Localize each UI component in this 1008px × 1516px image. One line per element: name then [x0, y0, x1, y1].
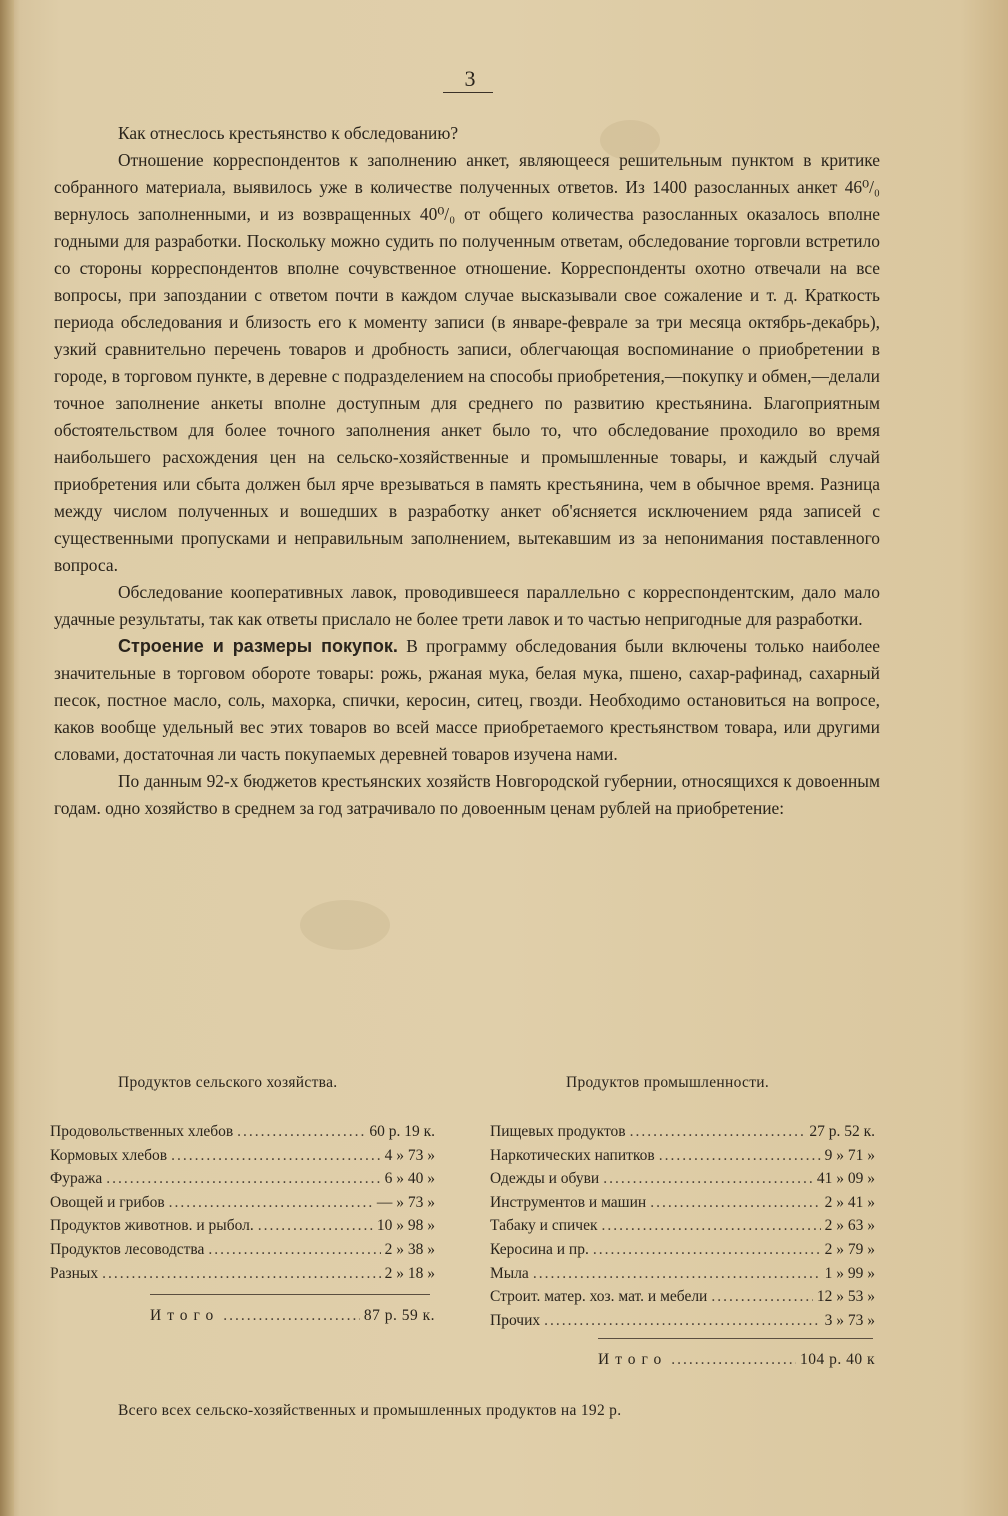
paragraph-question: Как отнеслось крестьянство к обследованию? — [118, 123, 459, 143]
leader-dots — [258, 1214, 373, 1238]
agri-row-value: 60 р. 19 к. — [369, 1123, 435, 1140]
industry-row-value: 9 » 71 » — [824, 1146, 875, 1164]
agri-total-rule — [150, 1294, 430, 1295]
industry-row — [490, 1144, 875, 1168]
leader-dots — [711, 1285, 813, 1309]
leader-dots — [237, 1120, 365, 1144]
industry-row-label: Строит. матер. хоз. мат. и мебели — [490, 1288, 708, 1306]
page-number: 3 — [464, 66, 476, 91]
leader-dots — [544, 1309, 820, 1333]
leader-dots — [106, 1167, 380, 1191]
paper-stain — [300, 900, 390, 950]
industry-row — [490, 1238, 875, 1262]
page-number-rule — [443, 92, 493, 93]
leader-dots — [659, 1144, 821, 1168]
industry-row-value: 1 » 99 » — [824, 1264, 875, 1282]
industry-row-value: 41 » 09 » — [816, 1170, 875, 1188]
leader-dots — [171, 1144, 381, 1168]
agri-total-value: 87 р. 59 к. — [363, 1307, 435, 1324]
leader-dots — [223, 1304, 360, 1328]
agri-total-label: Итого — [150, 1307, 220, 1324]
agri-row-value: 10 » 98 » — [376, 1217, 435, 1235]
leader-dots — [650, 1191, 820, 1215]
industry-row — [490, 1167, 875, 1191]
industry-row — [490, 1120, 875, 1144]
agri-row-label: Фуража — [50, 1170, 103, 1188]
agri-row-label: Продуктов животнов. и рыбол. — [50, 1217, 254, 1235]
leader-dots — [630, 1120, 806, 1144]
industry-row-value: 2 » 41 » — [824, 1193, 875, 1211]
leader-dots — [102, 1262, 381, 1286]
leader-dots — [602, 1214, 821, 1238]
agri-row-label: Продовольственных хлебов — [50, 1123, 234, 1140]
agri-row — [50, 1120, 435, 1144]
section-heading: Строение и размеры покупок. — [118, 636, 398, 656]
agri-total-row — [150, 1304, 435, 1328]
industry-table-title: Продуктов промышленности. — [566, 1074, 770, 1091]
leader-dots — [208, 1238, 380, 1262]
agri-row — [50, 1144, 435, 1168]
agri-row — [50, 1214, 435, 1238]
industry-row-label: Одежды и обуви — [490, 1170, 600, 1188]
leader-dots — [533, 1262, 821, 1286]
industry-row-value: 2 » 63 » — [824, 1217, 875, 1235]
industry-row — [490, 1214, 875, 1238]
industry-row — [490, 1285, 875, 1309]
industry-table — [490, 1120, 875, 1332]
industry-row-label: Наркотических напитков — [490, 1146, 655, 1164]
industry-row-value: 27 р. 52 к. — [809, 1123, 875, 1140]
industry-total-label: Итого — [598, 1351, 668, 1368]
paragraph-budgets: По данным 92-х бюджетов крестьянских хозяйств Новгородской губернии, относящихся к довоенным годам. одно хозяйство в среднем за год затрачивало по довоенным ценам рублей на приобретение: — [54, 771, 880, 818]
industry-total-value: 104 р. 40 к — [799, 1351, 875, 1368]
industry-row — [490, 1262, 875, 1286]
industry-row-value: 2 » 79 » — [824, 1240, 875, 1258]
industry-row-label: Табаку и спичек — [490, 1217, 598, 1235]
agri-row-label: Продуктов лесоводства — [50, 1240, 205, 1258]
agri-row-value: 6 » 40 » — [384, 1170, 435, 1188]
industry-row-label: Пищевых продуктов — [490, 1123, 626, 1140]
industry-row-label: Мыла — [490, 1264, 529, 1282]
agri-row-value: 2 » 18 » — [384, 1264, 435, 1282]
industry-total-row — [598, 1348, 875, 1372]
page-edge-shadow — [0, 0, 14, 1516]
leader-dots — [671, 1348, 796, 1372]
paragraph-correspondents: Отношение корреспондентов к заполнению анкет, являющееся решительным пунктом в критике собранного материала, выявилось уже в количестве полученных ответов. Из 1400 разосланных анкет 46⁰/₀ вернулось заполненными, и из возвращенных 40⁰/₀ от общего количества разосланных оказалось вполне годными для разработки. Поскольку можно судить по полученным ответам, обследование торговли встретило со стороны корреспондентов вполне сочувственное отношение. Корреспонденты охотно отвечали на все вопросы, при запоздании с ответом почти в каждом случае высказывали свое сожаление и т. д. Краткость периода обследования и близость его к моменту записи (в январе-феврале за три месяца октябрь-декабрь), узкий сравнительно перечень товаров и дробность записи, облегчающая воспоминание о приобретении в городе, в торговом пункте, в деревне с подразделением на способы приобретения,—покупку и обмен,—делали точное заполнение анкеты вполне доступным для среднего по развитию крестьянина. Благоприятным обстоятельством для более точного заполнения анкет было то, что обследование проходило во время наибольшего расхождения цен на сельско-хозяйственные и промышленные товары, и каждый случай приобретения или сбыта должен был ярче врезываться в память крестьянина, чем в обычное время. Разница между числом полученных и вошедших в разработку анкет об'ясняется исключением ряда записей с существенными пропусками и неправильным заполнением, вытекавшим из за непонимания поставленного вопроса. — [54, 150, 880, 575]
agri-row-value: — » 73 » — [376, 1193, 435, 1211]
grand-total: Всего всех сельско-хозяйственных и промышленных продуктов на 192 р. — [118, 1402, 622, 1419]
body-text — [54, 120, 880, 822]
industry-total — [598, 1348, 875, 1372]
agri-row — [50, 1238, 435, 1262]
section-text: В программу обследования были включены только наиболее значительные в торговом обороте товары: рожь, ржаная мука, белая мука, пшено, сахар-рафинад, сахарный песок, постное масло, соль, махорка, спички, керосин, ситец, гвозди. Необходимо остановиться на вопросе, каков вообще удельный вес этих товаров во всей массе приобретаемого крестьянством товара, или другими словами, достаточная ли часть покупаемых деревней товаров изучена нами. — [54, 636, 880, 764]
agri-row — [50, 1167, 435, 1191]
industry-row-value: 3 » 73 » — [824, 1311, 875, 1329]
industry-total-rule — [598, 1338, 873, 1339]
agri-row-label: Кормовых хлебов — [50, 1146, 168, 1164]
agri-table — [50, 1120, 435, 1285]
agri-row — [50, 1191, 435, 1215]
agri-total — [150, 1304, 435, 1328]
leader-dots — [593, 1238, 821, 1262]
agri-row-value: 2 » 38 » — [384, 1240, 435, 1258]
agri-table-title: Продуктов сельского хозяйства. — [118, 1074, 338, 1091]
leader-dots — [603, 1167, 813, 1191]
industry-row-value: 12 » 53 » — [816, 1288, 875, 1306]
industry-row — [490, 1191, 875, 1215]
paragraph-cooperatives: Обследование кооперативных лавок, проводившееся параллельно с корреспондентским, дало мало удачные результаты, так как ответы прислало не более трети лавок и то частью непригодные для разработки. — [54, 582, 880, 629]
agri-row-label: Разных — [50, 1264, 99, 1282]
paragraph-purchases — [54, 633, 880, 768]
industry-row-label: Прочих — [490, 1311, 541, 1329]
agri-row-label: Овощей и грибов — [50, 1193, 165, 1211]
industry-row-label: Инструментов и машин — [490, 1193, 647, 1211]
agri-row — [50, 1262, 435, 1286]
leader-dots — [169, 1191, 373, 1215]
industry-row-label: Керосина и пр. — [490, 1240, 589, 1258]
industry-row — [490, 1309, 875, 1333]
agri-row-value: 4 » 73 » — [384, 1146, 435, 1164]
